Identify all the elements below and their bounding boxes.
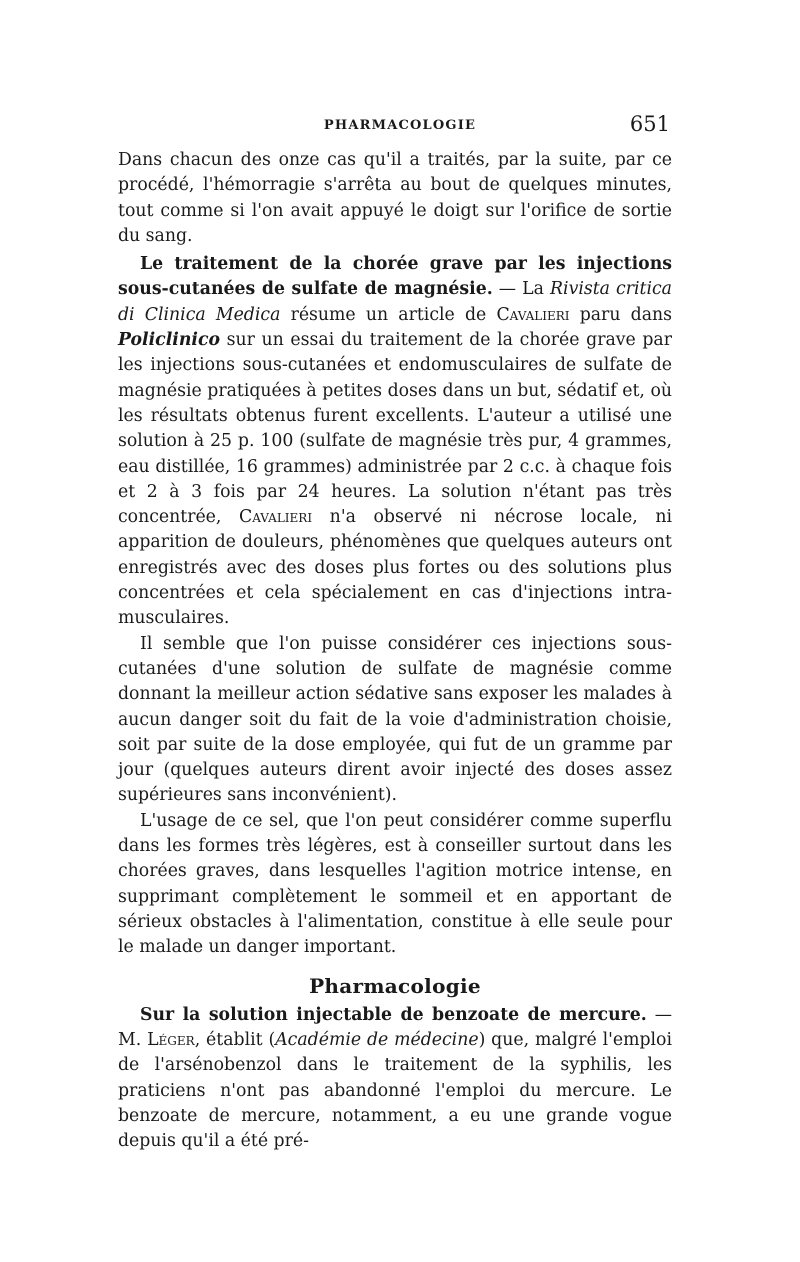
journal-name: Rivista critica di Clinica Medica (118, 279, 672, 325)
journal-name: Académie de médecine (275, 1030, 479, 1051)
text-run: sur un essai du traitement de la chorée grave par les injections sous-cutanées et endomusculaires de sulfate de magnésie pratiquées à petites doses dans un but, sédatif et, où les résultats obtenus furent excellents. L'auteur a utilisé une solution à 25 p. 100 (sulfate de magnésie très pur, 4 grammes, eau distillée, 16 grammes) administrée par 2 c.c. à chaque fois et 2 à 3 fois par 24 heures. La solution n'étant pas très concentrée, (118, 330, 672, 528)
author-name: Cavalieri (239, 507, 313, 528)
text-run: n'a observé ni nécrose locale, ni apparition de douleurs, phénomènes que quelques auteurs ont enregistrés avec des doses plus fortes ou des solutions plus concentrées et cela spécialement en cas d'injections intra-musculaires. (118, 507, 672, 629)
paragraph (118, 809, 672, 961)
running-title: PHARMACOLOGIE (323, 118, 477, 133)
text-run: résume un article de (280, 304, 497, 325)
article-title: Sur la solution injectable de benzoate de mercure. (140, 1004, 647, 1025)
paragraph (118, 632, 672, 809)
paragraph-text: Dans chacun des onze cas qu'il a traités, par la suite, par ce procédé, l'hémorragie s'arrêta au bout de quelques minutes, tout comme si l'on avait appuyé le doigt sur l'orifice de sortie du sang. (118, 150, 672, 246)
article-chorea (118, 252, 672, 631)
body-text (118, 148, 672, 1155)
paragraph (118, 148, 672, 249)
text-run: ) que, malgré l'emploi de l'arsénobenzol dans le traitement de la syphilis, les praticiens n'ont pas abandonné l'emploi du mercure. Le benzoate de mercure, notamment, a eu une grande vogue depuis qu'il a été pré- (118, 1030, 672, 1152)
author-name: Cavalieri (496, 304, 570, 325)
author-name: Léger (147, 1030, 195, 1051)
paragraph-text: L'usage de ce sel, que l'on peut considérer comme superflu dans les formes très légères, est à conseiller surtout dans les chorées graves, dans lesquelles l'agition motrice intense, en supprimant complètement le sommeil et en apportant de sérieux obstacles à l'alimentation, constitue à elle seule pour le malade un danger important. (118, 810, 672, 958)
page-number: 651 (629, 112, 670, 136)
paragraph-text: Il semble que l'on puisse considérer ces injections sous-cutanées d'une solution de sulfate de magnésie comme donnant la meilleur action sédative sans exposer les malades à aucun danger soit du fait de la voie d'administration choisie, soit par suite de la dose employée, qui fut de un gramme par jour (quelques auteurs dirent avoir injecté des doses assez supérieures sans inconvénient). (118, 633, 672, 806)
text-run: M. (118, 1030, 148, 1051)
em-dash: — (646, 1004, 672, 1025)
em-dash: — (492, 279, 523, 300)
section-heading: Pharmacologie (309, 973, 481, 998)
article-mercury (118, 1003, 672, 1155)
journal-name: Policlinico (118, 330, 221, 351)
page-header (120, 110, 680, 140)
article-title: Le traitement de la chorée grave par les injections sous-cutanées de sulfate de magnésie. (118, 254, 672, 300)
text-run: , établit ( (194, 1030, 276, 1051)
text-run: La (522, 279, 551, 300)
text-run: paru dans (569, 304, 672, 325)
